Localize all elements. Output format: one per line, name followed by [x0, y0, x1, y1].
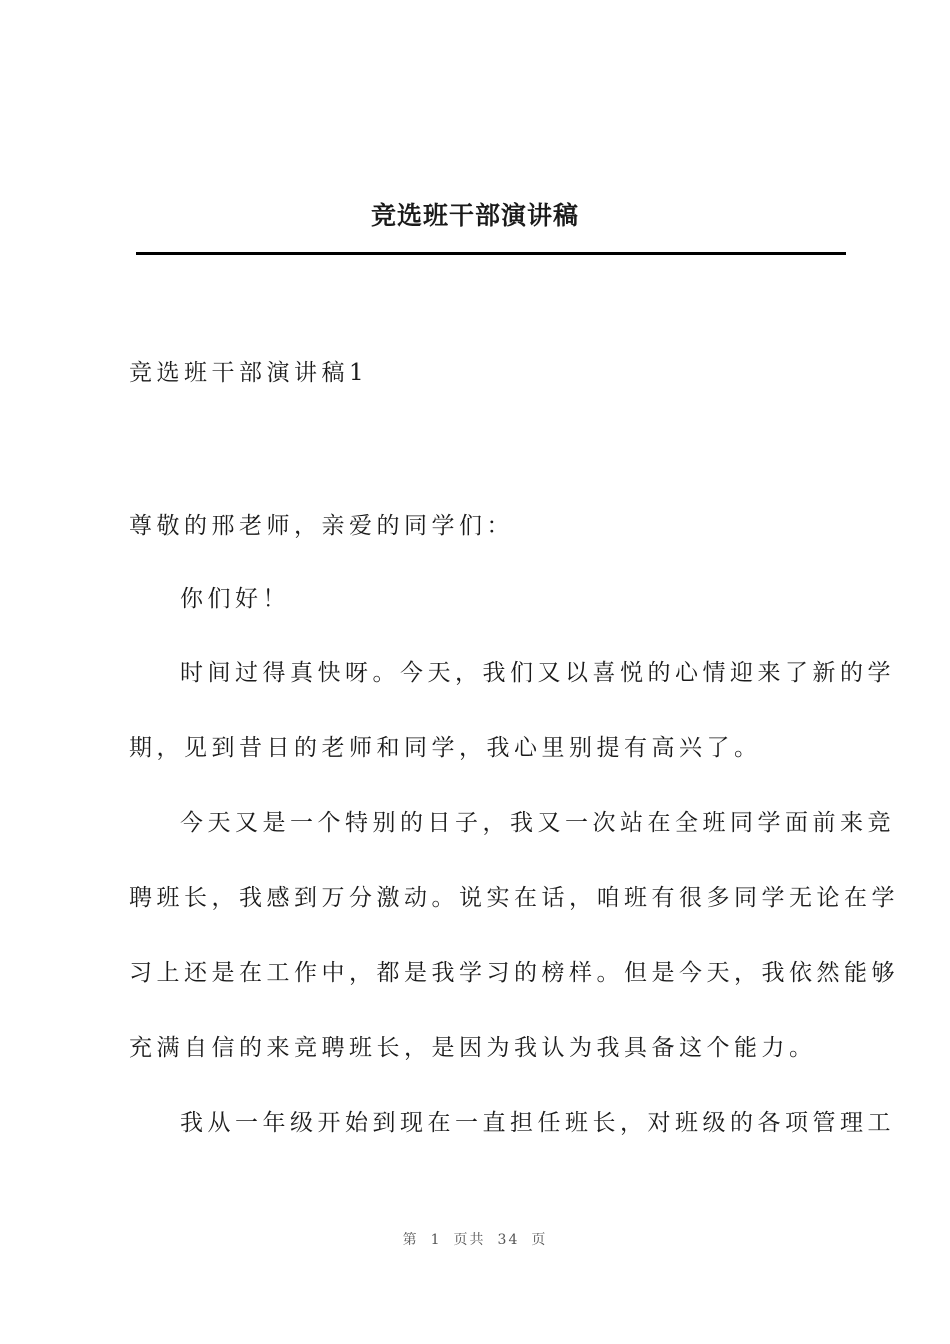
paragraph-line: 你们好！ [180, 586, 290, 612]
paragraph-line: 期，见到昔日的老师和同学，我心里别提有高兴了。 [129, 735, 762, 761]
paragraph-line: 时间过得真快呀。今天，我们又以喜悦的心情迎来了新的学 [180, 660, 895, 686]
document-title: 竞选班干部演讲稿 [370, 201, 579, 230]
paragraph-line: 聘班长，我感到万分激动。说实在话，咱班有很多同学无论在学 [129, 885, 899, 911]
footer-prefix: 第 [402, 1232, 419, 1248]
paragraph-line: 我从一年级开始到现在一直担任班长，对班级的各项管理工 [180, 1110, 895, 1136]
section-heading: 竞选班干部演讲稿1 [129, 360, 369, 386]
salutation: 尊敬的邢老师，亲爱的同学们： [129, 513, 514, 539]
paragraph-line: 习上还是在工作中，都是我学习的榜样。但是今天，我依然能够 [129, 960, 899, 986]
paragraph-line: 充满自信的来竞聘班长，是因为我认为我具备这个能力。 [129, 1035, 817, 1061]
paragraph-line: 今天又是一个特别的日子，我又一次站在全班同学面前来竞 [180, 810, 895, 836]
footer-page-number: 1 [430, 1232, 442, 1248]
footer-total-pages: 34 [497, 1232, 520, 1248]
footer-mid: 页共 [453, 1232, 486, 1248]
page-footer [0, 1229, 950, 1249]
footer-suffix: 页 [531, 1232, 548, 1248]
title-divider [136, 252, 846, 255]
